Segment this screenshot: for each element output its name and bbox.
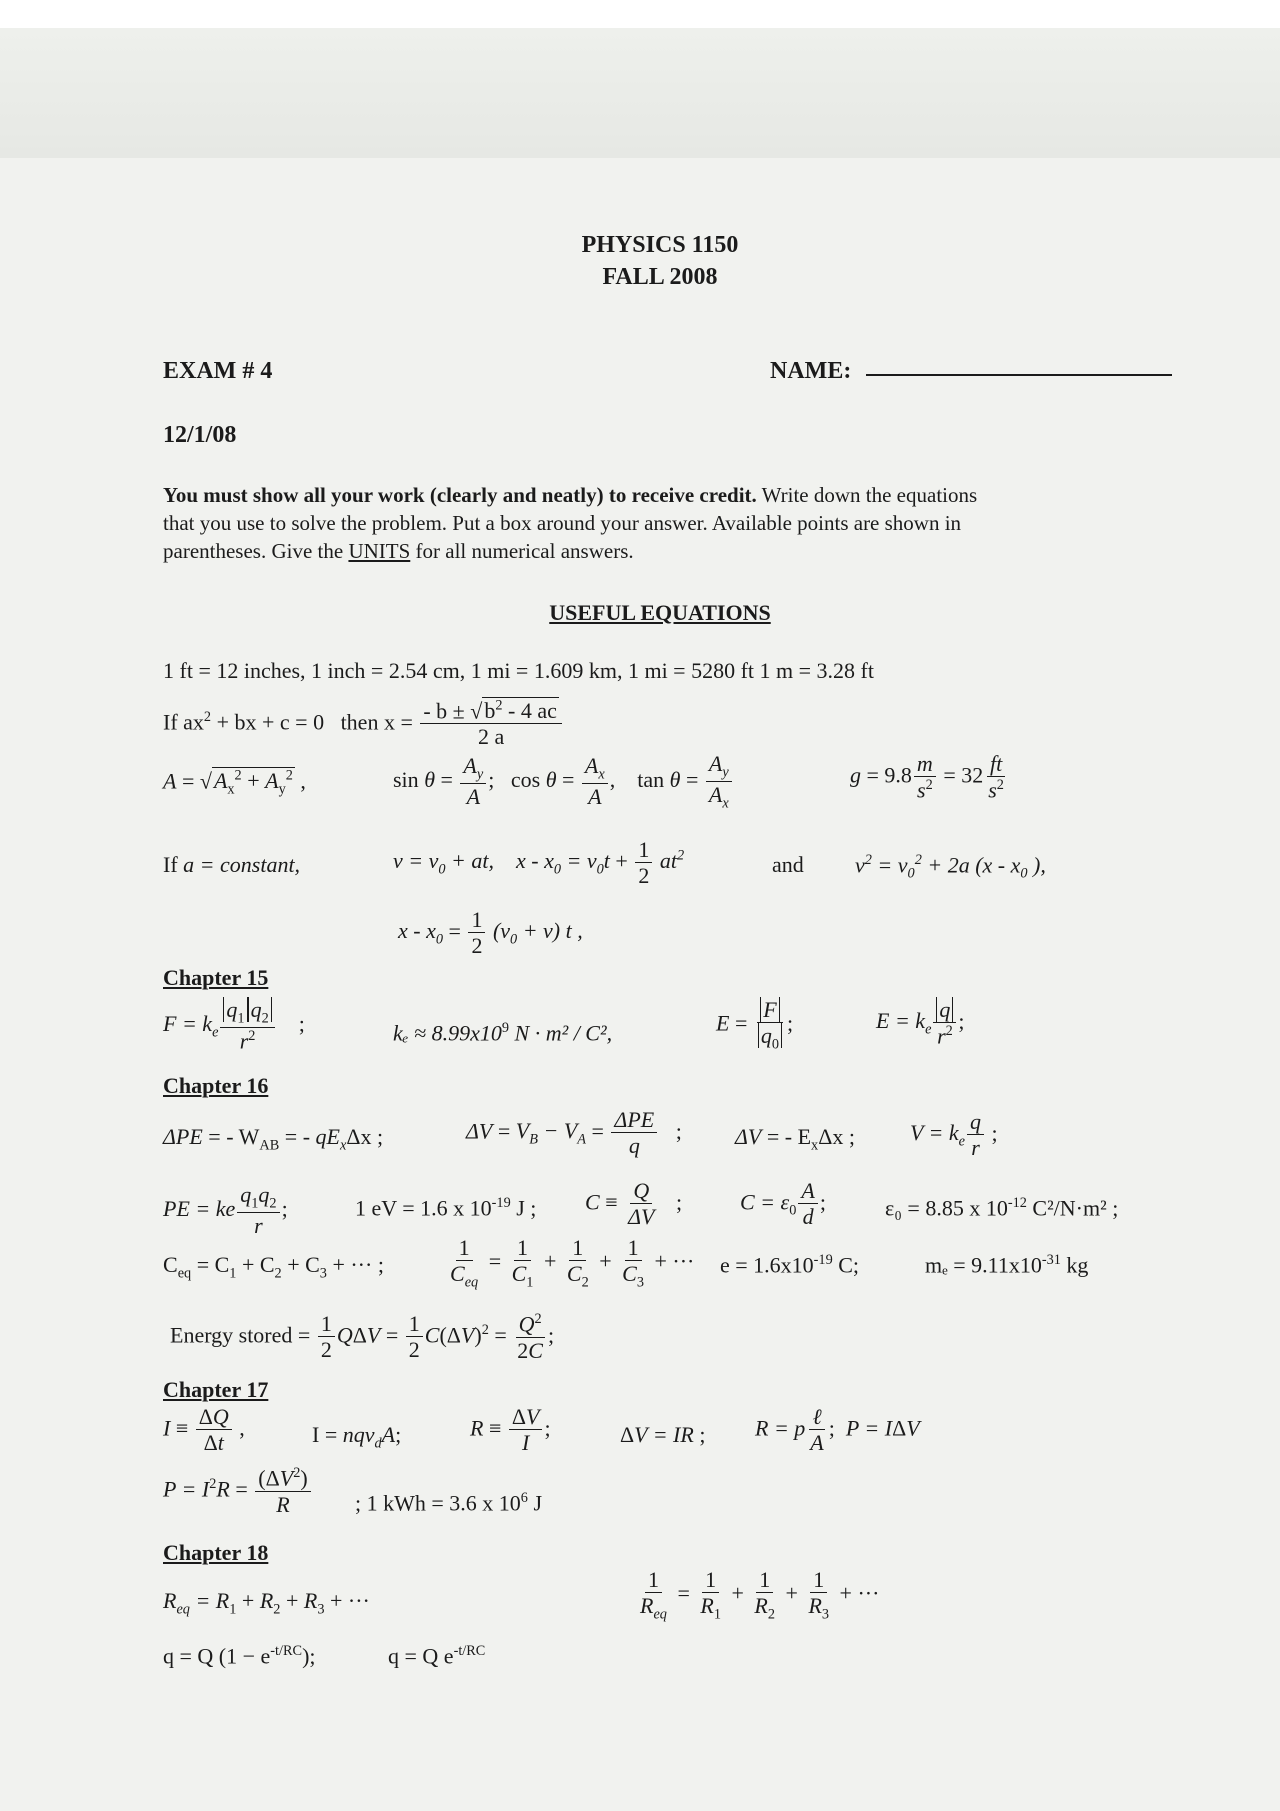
ev-unit: J ; [510, 1195, 537, 1221]
eps0-exponent: -12 [1007, 1195, 1027, 1211]
gravity-constant: g = 9.8 $\frac{m}{s^2}$ = 32 $\frac{ft}{s^2}$ [850, 751, 1004, 803]
parallel-plate-capacitance: $C = \varepsilon_0$ $\frac{A}{d}$ ; [740, 1178, 826, 1230]
power-eq: $P = I^2R$ = $\frac{(\Delta V^2)}{R}$ [163, 1466, 313, 1517]
ke-exponent: 9 [501, 1020, 510, 1036]
rc-discharging: q = Q $e^{-t/RC}$ [388, 1643, 486, 1669]
resistance-def: R ≡ $\frac{\Delta V}{I}$ ; [470, 1404, 551, 1456]
energy-stored-label: Energy stored [170, 1322, 293, 1348]
coulomb-law: $F = k_e$ $\frac{q_1 q_2}{r^2}$ ; [163, 997, 305, 1054]
energy-stored-eq: Energy stored = $\frac{1}{2}$ QΔV = $\frac{1}{2}$ $C(\Delta V)^2$ = $\frac{Q^2}{2C}$ ; [170, 1311, 555, 1363]
resistors-series: $R_{eq} = R_1 + R_2 + R_3$ + ··· [163, 1588, 370, 1618]
exam-date: 12/1/08 [163, 422, 237, 448]
ke-value: kₑ ≈ 8.99x10 [393, 1020, 502, 1046]
units-emphasis: UNITS [348, 539, 411, 563]
chapter-17-heading: Chapter 17 [163, 1377, 269, 1402]
capacitance-def: C ≡ $\frac{Q}{\Delta V}$ ; [585, 1178, 683, 1230]
e-charge-unit: C; [832, 1252, 860, 1278]
rc-charging: q = Q $(1 - e^{-t/RC})$; [163, 1643, 316, 1669]
potential-difference: $\Delta V = V_B - V_A$ = $\frac{\text{ΔPE}}{q}$ ; [466, 1107, 682, 1159]
e-charge-exponent: -19 [813, 1252, 833, 1268]
kwh-unit: J [527, 1490, 543, 1516]
ohms-law: ΔV = IR ; [620, 1422, 706, 1447]
trig-components: sin θ = $\frac{A_y}{A}$ ; cos θ = $\frac{A_x}{A}$ , tan θ = $\frac{A_y}{A_x}$ [393, 752, 734, 812]
instructions-line-1 [163, 483, 977, 508]
constant-accel-label: If a = constant, [163, 852, 301, 877]
potential-energy-pair: PE = ke $\frac{q_1q_2}{r}$ ; [163, 1182, 288, 1239]
name-label: NAME: [770, 358, 852, 384]
point-potential: $V = k_e$ $\frac{q}{r}$ ; [910, 1109, 998, 1161]
instructions-text: Write down the equations [756, 483, 978, 507]
electron-charge [720, 1252, 859, 1278]
e-charge-value: e = 1.6x10 [720, 1252, 814, 1278]
resistors-parallel: $\frac{1}{R_{eq}}$ = $\frac{1}{R_1}$ + $\frac{1}{R_2}$ + $\frac{1}{R_3}$ + ··· [640, 1567, 880, 1623]
point-charge-field: $E = k_e$ $\frac{q}{r^2}$ ; [876, 997, 965, 1049]
electric-field-def: E = $\frac{F}{q_0}$ ; [716, 997, 794, 1053]
unit-conversions: 1 ft = 12 inches, 1 inch = 2.54 cm, 1 mi = 1.609 km, 1 mi = 5280 ft 1 m = 3.28 ft [163, 658, 874, 683]
resistivity-eq: R = p $\frac{\text{ℓ}}{A}$ ; P = IΔV [755, 1404, 920, 1456]
instructions-text: for all numerical answers. [410, 539, 634, 563]
ev-value: 1 eV = 1.6 x 10 [355, 1195, 492, 1221]
electron-mass [925, 1252, 1088, 1278]
velocity-squared-eq: $v^2 = v_0^2 + 2a$ ($x - x_0$ ), [855, 852, 1046, 882]
me-value: mₑ = 9.11x10 [925, 1252, 1042, 1278]
exam-number: EXAM # 4 [163, 358, 273, 384]
instructions-text: parentheses. Give the [163, 539, 349, 563]
eps0-unit: C²/N·m² ; [1026, 1195, 1119, 1221]
ke-unit: N · m² / C², [509, 1020, 613, 1046]
kwh-conversion [355, 1490, 542, 1516]
capacitors-series: $\frac{1}{C_{eq}}$ = $\frac{1}{C_1}$ + $\frac{1}{C_2}$ + $\frac{1}{C_3}$ + ··· [450, 1235, 695, 1291]
coulomb-constant [393, 1020, 612, 1046]
term-title: FALL 2008 [602, 264, 718, 290]
and-word: and [772, 852, 804, 877]
instructions-line-3 [163, 539, 634, 564]
me-unit: kg [1060, 1252, 1089, 1278]
eps0-value: ε₀ = 8.85 x 10 [885, 1195, 1008, 1221]
scan-edge [0, 0, 1280, 29]
capacitors-parallel: $C_{eq} = C_1 + C_2 + C_3$ + ··· ; [163, 1252, 384, 1282]
permittivity [885, 1195, 1118, 1221]
field-potential: ΔV = - $E_x\Delta x$ ; [735, 1124, 855, 1154]
useful-equations-heading: USEFUL EQUATIONS [549, 600, 771, 625]
instructions-emphasis: You must show all your work (clearly and neatly) to receive credit. [163, 483, 757, 507]
scan-shadow [0, 28, 1280, 158]
chapter-16-heading: Chapter 16 [163, 1073, 269, 1098]
kwh-value: ; 1 kWh = 3.6 x 10 [355, 1490, 521, 1516]
potential-energy-work: ΔPE = - $W_{AB}$ = - $qE_x\Delta x$ ; [163, 1124, 384, 1154]
quadratic-formula: If $ax^2$ + bx + c = 0 then x = $\frac{- b \pm √b^2 - 4 ac}{2 a}$ [163, 697, 564, 750]
ev-exponent: -19 [491, 1195, 511, 1211]
course-title: PHYSICS 1150 [581, 232, 739, 258]
me-exponent: -31 [1041, 1252, 1061, 1268]
kinematic-equations: $v = v_0$ + at, $x - x_0 = v_0t$ + $\frac{1}{2}$ $at^2$ [393, 837, 685, 889]
chapter-18-heading: Chapter 18 [163, 1540, 269, 1565]
average-velocity-eq: x - $x_0$ = $\frac{1}{2}$ $(v_0 + v)$ t , [398, 907, 583, 959]
name-blank-line [866, 374, 1172, 376]
vector-magnitude: $A = √A_x^2 + A_y^2$ , [163, 768, 306, 798]
drift-current: I = nqv$_d$A; [312, 1422, 402, 1452]
current-def: I ≡ $\frac{\Delta Q}{\Delta t}$ , [163, 1404, 245, 1456]
kwh-exponent: 6 [520, 1490, 528, 1506]
electron-volt [355, 1195, 536, 1221]
chapter-15-heading: Chapter 15 [163, 965, 269, 990]
instructions-line-2: that you use to solve the problem. Put a box around your answer. Available points are shown in [163, 511, 962, 535]
